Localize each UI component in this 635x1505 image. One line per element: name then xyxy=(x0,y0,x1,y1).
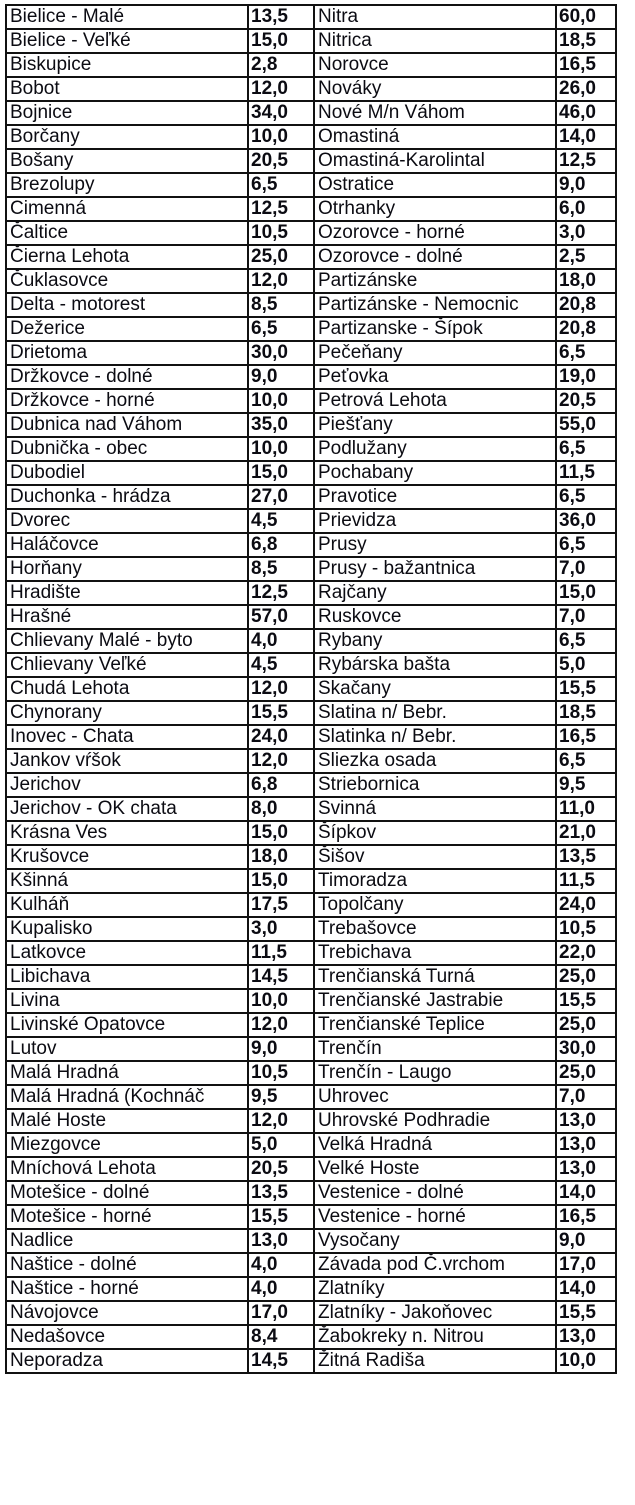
location-name-cell: Mníchová Lehota xyxy=(6,1157,248,1181)
location-name-cell: Piešťany xyxy=(314,413,556,437)
location-name-cell: Malé Hoste xyxy=(6,1109,248,1133)
value-cell: 8,5 xyxy=(248,557,314,581)
value-cell: 6,5 xyxy=(556,533,616,557)
location-name-cell: Bojnice xyxy=(6,101,248,125)
location-name-cell: Trebichava xyxy=(314,941,556,965)
value-cell: 14,0 xyxy=(556,125,616,149)
value-cell: 8,4 xyxy=(248,1325,314,1349)
value-cell: 6,5 xyxy=(556,749,616,773)
location-name-cell: Nadlice xyxy=(6,1229,248,1253)
location-name-cell: Cimenná xyxy=(6,197,248,221)
location-name-cell: Norovce xyxy=(314,53,556,77)
value-cell: 14,5 xyxy=(248,1349,314,1373)
location-name-cell: Latkovce xyxy=(6,941,248,965)
location-name-cell: Trenčín - Laugo xyxy=(314,1061,556,1085)
value-cell: 4,0 xyxy=(248,1277,314,1301)
location-name-cell: Čierna Lehota xyxy=(6,245,248,269)
table-row xyxy=(6,1253,616,1277)
location-name-cell: Bošany xyxy=(6,149,248,173)
location-name-cell: Omastiná-Karolintal xyxy=(314,149,556,173)
value-cell: 12,0 xyxy=(248,1013,314,1037)
location-name-cell: Vestenice - dolné xyxy=(314,1181,556,1205)
table-row xyxy=(6,53,616,77)
location-name-cell: Slatinka n/ Bebr. xyxy=(314,725,556,749)
location-name-cell: Rybárska bašta xyxy=(314,653,556,677)
location-name-cell: Nitrica xyxy=(314,29,556,53)
table-row xyxy=(6,221,616,245)
table-row xyxy=(6,293,616,317)
table-row xyxy=(6,317,616,341)
value-cell: 21,0 xyxy=(556,821,616,845)
location-name-cell: Miezgovce xyxy=(6,1133,248,1157)
value-cell: 16,5 xyxy=(556,725,616,749)
value-cell: 8,0 xyxy=(248,797,314,821)
value-cell: 60,0 xyxy=(556,5,616,29)
value-cell: 19,0 xyxy=(556,365,616,389)
value-cell: 12,0 xyxy=(248,749,314,773)
value-cell: 9,0 xyxy=(248,365,314,389)
table-row xyxy=(6,5,616,29)
value-cell: 20,5 xyxy=(248,1157,314,1181)
table-row xyxy=(6,989,616,1013)
table-row xyxy=(6,677,616,701)
value-cell: 6,5 xyxy=(556,341,616,365)
value-cell: 9,0 xyxy=(556,1229,616,1253)
price-table xyxy=(5,4,617,1374)
location-name-cell: Rybany xyxy=(314,629,556,653)
value-cell: 14,5 xyxy=(248,965,314,989)
table-row xyxy=(6,413,616,437)
value-cell: 15,0 xyxy=(248,821,314,845)
value-cell: 3,0 xyxy=(556,221,616,245)
value-cell: 15,5 xyxy=(248,1205,314,1229)
table-row xyxy=(6,197,616,221)
value-cell: 25,0 xyxy=(556,1013,616,1037)
table-row xyxy=(6,389,616,413)
table-row xyxy=(6,485,616,509)
value-cell: 10,5 xyxy=(556,917,616,941)
value-cell: 10,0 xyxy=(556,1349,616,1373)
location-name-cell: Svinná xyxy=(314,797,556,821)
value-cell: 6,8 xyxy=(248,773,314,797)
location-name-cell: Uhrovské Podhradie xyxy=(314,1109,556,1133)
location-name-cell: Biskupice xyxy=(6,53,248,77)
location-name-cell: Naštice - dolné xyxy=(6,1253,248,1277)
location-name-cell: Dvorec xyxy=(6,509,248,533)
location-name-cell: Peťovka xyxy=(314,365,556,389)
value-cell: 11,5 xyxy=(556,461,616,485)
location-name-cell: Krásna Ves xyxy=(6,821,248,845)
value-cell: 12,0 xyxy=(248,1109,314,1133)
location-name-cell: Ruskovce xyxy=(314,605,556,629)
location-name-cell: Dubnica nad Váhom xyxy=(6,413,248,437)
table-row xyxy=(6,629,616,653)
location-name-cell: Závada pod Č.vrchom xyxy=(314,1253,556,1277)
value-cell: 6,5 xyxy=(556,437,616,461)
value-cell: 15,5 xyxy=(556,1301,616,1325)
location-name-cell: Partizánske - Nemocnic xyxy=(314,293,556,317)
value-cell: 2,8 xyxy=(248,53,314,77)
value-cell: 13,5 xyxy=(248,5,314,29)
location-name-cell: Rajčany xyxy=(314,581,556,605)
location-name-cell: Čaltice xyxy=(6,221,248,245)
value-cell: 5,0 xyxy=(248,1133,314,1157)
value-cell: 15,0 xyxy=(248,869,314,893)
location-name-cell: Partizánske xyxy=(314,269,556,293)
location-name-cell: Vysočany xyxy=(314,1229,556,1253)
location-name-cell: Vestenice - horné xyxy=(314,1205,556,1229)
location-name-cell: Livina xyxy=(6,989,248,1013)
table-row xyxy=(6,653,616,677)
value-cell: 15,5 xyxy=(556,677,616,701)
value-cell: 20,5 xyxy=(248,149,314,173)
value-cell: 18,0 xyxy=(556,269,616,293)
location-name-cell: Bielice - Veľké xyxy=(6,29,248,53)
table-row xyxy=(6,1013,616,1037)
location-name-cell: Motešice - horné xyxy=(6,1205,248,1229)
value-cell: 13,0 xyxy=(556,1133,616,1157)
value-cell: 12,0 xyxy=(248,269,314,293)
table-row xyxy=(6,1037,616,1061)
value-cell: 4,5 xyxy=(248,653,314,677)
table-row xyxy=(6,101,616,125)
location-name-cell: Zlatníky xyxy=(314,1277,556,1301)
location-name-cell: Hrašné xyxy=(6,605,248,629)
location-name-cell: Dubodiel xyxy=(6,461,248,485)
location-name-cell: Návojovce xyxy=(6,1301,248,1325)
value-cell: 10,5 xyxy=(248,1061,314,1085)
location-name-cell: Chudá Lehota xyxy=(6,677,248,701)
location-name-cell: Dežerice xyxy=(6,317,248,341)
value-cell: 12,5 xyxy=(248,197,314,221)
value-cell: 7,0 xyxy=(556,557,616,581)
value-cell: 11,5 xyxy=(248,941,314,965)
value-cell: 20,5 xyxy=(556,389,616,413)
location-name-cell: Šípkov xyxy=(314,821,556,845)
location-name-cell: Pečeňany xyxy=(314,341,556,365)
table-row xyxy=(6,893,616,917)
value-cell: 10,0 xyxy=(248,125,314,149)
location-name-cell: Libichava xyxy=(6,965,248,989)
value-cell: 7,0 xyxy=(556,1085,616,1109)
value-cell: 27,0 xyxy=(248,485,314,509)
value-cell: 15,0 xyxy=(556,581,616,605)
table-row xyxy=(6,1061,616,1085)
location-name-cell: Nováky xyxy=(314,77,556,101)
value-cell: 3,0 xyxy=(248,917,314,941)
value-cell: 17,5 xyxy=(248,893,314,917)
value-cell: 10,0 xyxy=(248,389,314,413)
table-row xyxy=(6,917,616,941)
location-name-cell: Ozorovce - dolné xyxy=(314,245,556,269)
location-name-cell: Chlievany Malé - byto xyxy=(6,629,248,653)
table-row xyxy=(6,509,616,533)
value-cell: 25,0 xyxy=(248,245,314,269)
value-cell: 5,0 xyxy=(556,653,616,677)
table-row xyxy=(6,557,616,581)
location-name-cell: Kšinná xyxy=(6,869,248,893)
location-name-cell: Prusy - bažantnica xyxy=(314,557,556,581)
location-name-cell: Slatina n/ Bebr. xyxy=(314,701,556,725)
value-cell: 8,5 xyxy=(248,293,314,317)
value-cell: 6,8 xyxy=(248,533,314,557)
value-cell: 13,0 xyxy=(248,1229,314,1253)
table-row xyxy=(6,941,616,965)
location-name-cell: Horňany xyxy=(6,557,248,581)
value-cell: 57,0 xyxy=(248,605,314,629)
value-cell: 14,0 xyxy=(556,1277,616,1301)
table-row xyxy=(6,533,616,557)
location-name-cell: Chynorany xyxy=(6,701,248,725)
location-name-cell: Nedašovce xyxy=(6,1325,248,1349)
price-table-body xyxy=(6,5,616,1373)
location-name-cell: Žabokreky n. Nitrou xyxy=(314,1325,556,1349)
table-row xyxy=(6,1181,616,1205)
value-cell: 13,0 xyxy=(556,1157,616,1181)
location-name-cell: Trenčianské Jastrabie xyxy=(314,989,556,1013)
value-cell: 7,0 xyxy=(556,605,616,629)
table-row xyxy=(6,1277,616,1301)
location-name-cell: Dubnička - obec xyxy=(6,437,248,461)
value-cell: 10,5 xyxy=(248,221,314,245)
location-name-cell: Pravotice xyxy=(314,485,556,509)
location-name-cell: Jankov vŕšok xyxy=(6,749,248,773)
location-name-cell: Uhrovec xyxy=(314,1085,556,1109)
location-name-cell: Ozorovce - horné xyxy=(314,221,556,245)
table-row xyxy=(6,869,616,893)
location-name-cell: Topolčany xyxy=(314,893,556,917)
location-name-cell: Motešice - dolné xyxy=(6,1181,248,1205)
value-cell: 24,0 xyxy=(248,725,314,749)
table-row xyxy=(6,365,616,389)
location-name-cell: Trenčianské Teplice xyxy=(314,1013,556,1037)
value-cell: 6,5 xyxy=(248,317,314,341)
value-cell: 9,5 xyxy=(248,1085,314,1109)
table-row xyxy=(6,29,616,53)
location-name-cell: Lutov xyxy=(6,1037,248,1061)
table-row xyxy=(6,845,616,869)
location-name-cell: Neporadza xyxy=(6,1349,248,1373)
table-row xyxy=(6,1133,616,1157)
value-cell: 55,0 xyxy=(556,413,616,437)
value-cell: 15,5 xyxy=(556,989,616,1013)
location-name-cell: Ostratice xyxy=(314,173,556,197)
table-row xyxy=(6,269,616,293)
table-row xyxy=(6,77,616,101)
value-cell: 15,5 xyxy=(248,701,314,725)
location-name-cell: Zlatníky - Jakoňovec xyxy=(314,1301,556,1325)
value-cell: 12,0 xyxy=(248,77,314,101)
value-cell: 30,0 xyxy=(556,1037,616,1061)
location-name-cell: Borčany xyxy=(6,125,248,149)
table-row xyxy=(6,1109,616,1133)
table-row xyxy=(6,245,616,269)
location-name-cell: Brezolupy xyxy=(6,173,248,197)
location-name-cell: Timoradza xyxy=(314,869,556,893)
location-name-cell: Bobot xyxy=(6,77,248,101)
table-row xyxy=(6,1085,616,1109)
value-cell: 6,5 xyxy=(248,173,314,197)
location-name-cell: Pochabany xyxy=(314,461,556,485)
location-name-cell: Kulháň xyxy=(6,893,248,917)
location-name-cell: Sliezka osada xyxy=(314,749,556,773)
table-row xyxy=(6,125,616,149)
location-name-cell: Čuklasovce xyxy=(6,269,248,293)
location-name-cell: Jerichov xyxy=(6,773,248,797)
value-cell: 4,0 xyxy=(248,1253,314,1277)
value-cell: 18,0 xyxy=(248,845,314,869)
location-name-cell: Držkovce - dolné xyxy=(6,365,248,389)
location-name-cell: Velké Hoste xyxy=(314,1157,556,1181)
location-name-cell: Prievidza xyxy=(314,509,556,533)
value-cell: 18,5 xyxy=(556,701,616,725)
value-cell: 25,0 xyxy=(556,1061,616,1085)
value-cell: 30,0 xyxy=(248,341,314,365)
table-row xyxy=(6,173,616,197)
table-row xyxy=(6,1301,616,1325)
value-cell: 2,5 xyxy=(556,245,616,269)
value-cell: 6,0 xyxy=(556,197,616,221)
value-cell: 16,5 xyxy=(556,53,616,77)
value-cell: 12,5 xyxy=(556,149,616,173)
location-name-cell: Malá Hradná (Kochnáč xyxy=(6,1085,248,1109)
value-cell: 13,5 xyxy=(248,1181,314,1205)
location-name-cell: Otrhanky xyxy=(314,197,556,221)
value-cell: 10,0 xyxy=(248,437,314,461)
location-name-cell: Livinské Opatovce xyxy=(6,1013,248,1037)
value-cell: 11,0 xyxy=(556,797,616,821)
value-cell: 12,0 xyxy=(248,677,314,701)
value-cell: 15,0 xyxy=(248,461,314,485)
value-cell: 35,0 xyxy=(248,413,314,437)
value-cell: 4,5 xyxy=(248,509,314,533)
table-row xyxy=(6,605,616,629)
table-row xyxy=(6,749,616,773)
location-name-cell: Drietoma xyxy=(6,341,248,365)
value-cell: 4,0 xyxy=(248,629,314,653)
table-row xyxy=(6,1157,616,1181)
location-name-cell: Striebornica xyxy=(314,773,556,797)
location-name-cell: Bielice - Malé xyxy=(6,5,248,29)
location-name-cell: Skačany xyxy=(314,677,556,701)
table-row xyxy=(6,149,616,173)
table-row xyxy=(6,1205,616,1229)
location-name-cell: Trenčianská Turná xyxy=(314,965,556,989)
value-cell: 9,0 xyxy=(248,1037,314,1061)
value-cell: 6,5 xyxy=(556,629,616,653)
location-name-cell: Naštice - horné xyxy=(6,1277,248,1301)
value-cell: 13,0 xyxy=(556,1109,616,1133)
table-row xyxy=(6,773,616,797)
table-row xyxy=(6,965,616,989)
location-name-cell: Petrová Lehota xyxy=(314,389,556,413)
value-cell: 13,5 xyxy=(556,845,616,869)
table-row xyxy=(6,581,616,605)
value-cell: 25,0 xyxy=(556,965,616,989)
value-cell: 20,8 xyxy=(556,317,616,341)
value-cell: 13,0 xyxy=(556,1325,616,1349)
value-cell: 20,8 xyxy=(556,293,616,317)
value-cell: 10,0 xyxy=(248,989,314,1013)
table-row xyxy=(6,461,616,485)
location-name-cell: Partizanske - Šípok xyxy=(314,317,556,341)
value-cell: 17,0 xyxy=(248,1301,314,1325)
table-row xyxy=(6,1229,616,1253)
value-cell: 9,0 xyxy=(556,173,616,197)
location-name-cell: Žitná Radiša xyxy=(314,1349,556,1373)
location-name-cell: Krušovce xyxy=(6,845,248,869)
location-name-cell: Trenčín xyxy=(314,1037,556,1061)
value-cell: 6,5 xyxy=(556,485,616,509)
location-name-cell: Chlievany Veľké xyxy=(6,653,248,677)
location-name-cell: Nové M/n Váhom xyxy=(314,101,556,125)
table-row xyxy=(6,797,616,821)
location-name-cell: Omastiná xyxy=(314,125,556,149)
value-cell: 34,0 xyxy=(248,101,314,125)
location-name-cell: Inovec - Chata xyxy=(6,725,248,749)
location-name-cell: Šišov xyxy=(314,845,556,869)
value-cell: 18,5 xyxy=(556,29,616,53)
table-row xyxy=(6,725,616,749)
value-cell: 46,0 xyxy=(556,101,616,125)
table-row xyxy=(6,701,616,725)
location-name-cell: Trebašovce xyxy=(314,917,556,941)
location-name-cell: Držkovce - horné xyxy=(6,389,248,413)
location-name-cell: Haláčovce xyxy=(6,533,248,557)
location-name-cell: Kupalisko xyxy=(6,917,248,941)
table-row xyxy=(6,437,616,461)
value-cell: 14,0 xyxy=(556,1181,616,1205)
value-cell: 16,5 xyxy=(556,1205,616,1229)
location-name-cell: Hradište xyxy=(6,581,248,605)
table-row xyxy=(6,1325,616,1349)
value-cell: 12,5 xyxy=(248,581,314,605)
location-name-cell: Velká Hradná xyxy=(314,1133,556,1157)
value-cell: 9,5 xyxy=(556,773,616,797)
value-cell: 24,0 xyxy=(556,893,616,917)
location-name-cell: Duchonka - hrádza xyxy=(6,485,248,509)
table-row xyxy=(6,821,616,845)
location-name-cell: Prusy xyxy=(314,533,556,557)
value-cell: 17,0 xyxy=(556,1253,616,1277)
value-cell: 11,5 xyxy=(556,869,616,893)
value-cell: 15,0 xyxy=(248,29,314,53)
location-name-cell: Nitra xyxy=(314,5,556,29)
table-row xyxy=(6,1349,616,1373)
value-cell: 36,0 xyxy=(556,509,616,533)
table-row xyxy=(6,341,616,365)
location-name-cell: Podlužany xyxy=(314,437,556,461)
location-name-cell: Jerichov - OK chata xyxy=(6,797,248,821)
location-name-cell: Malá Hradná xyxy=(6,1061,248,1085)
location-name-cell: Delta - motorest xyxy=(6,293,248,317)
value-cell: 22,0 xyxy=(556,941,616,965)
value-cell: 26,0 xyxy=(556,77,616,101)
